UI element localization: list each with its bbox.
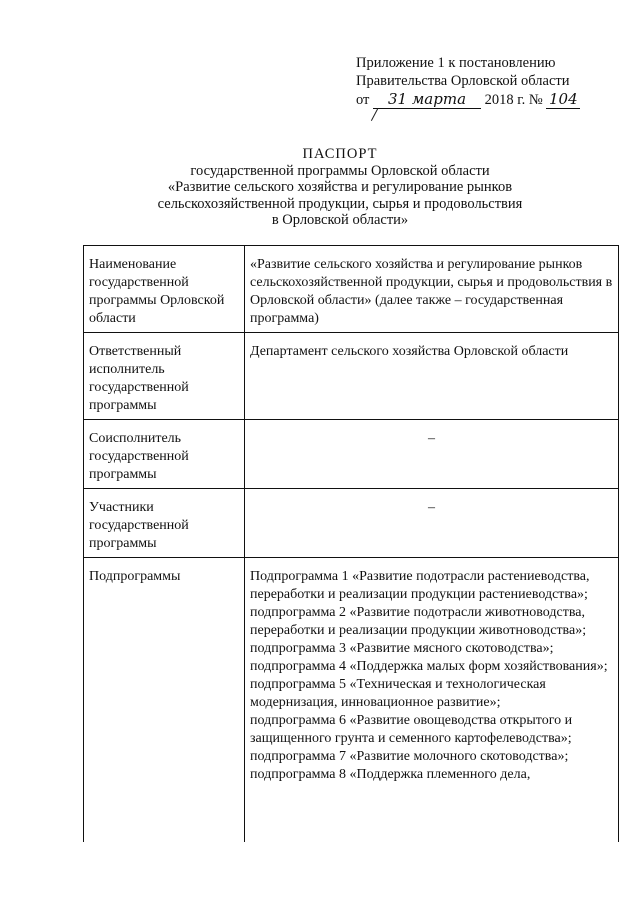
table-row (84, 420, 619, 489)
pen-stroke-mark (371, 108, 380, 122)
subprogram-list (245, 558, 619, 843)
row-value: «Развитие сельского хозяйства и регулирование рынков сельскохозяйственной продукции, сырья и продовольствия в Орловской области» (далее также – государственная программа) (245, 246, 619, 333)
title-line-2: «Развитие сельского хозяйства и регулирование рынков (167, 179, 513, 195)
document-title (120, 146, 560, 229)
subprogram-item: подпрограмма 4 «Поддержка малых форм хозяйствования»; (250, 659, 608, 674)
row-label: Подпрограммы (84, 558, 245, 843)
title-line-3: сельскохозяйственной продукции, сырья и продовольствия (157, 195, 523, 212)
subprogram-item: подпрограмма 3 «Развитие мясного скотоводства»; (250, 641, 554, 656)
title-word: ПАСПОРТ (302, 146, 378, 162)
approval-date-line (356, 90, 596, 109)
row-value: Департамент сельского хозяйства Орловской области (245, 333, 619, 420)
row-label: Соисполнитель государственной программы (84, 420, 245, 489)
year-label: 2018 г. № (484, 92, 543, 108)
handwritten-date: 31 марта (373, 90, 481, 109)
approval-block (356, 54, 596, 109)
handwritten-number: 104 (546, 90, 580, 109)
subprogram-item: подпрограмма 6 «Развитие овощеводства открытого и защищенного грунта и семенного картофелеводства»; (250, 713, 573, 746)
title-line-4: в Орловской области» (271, 212, 409, 228)
subprogram-item: подпрограмма 8 «Поддержка племенного дела, (250, 767, 531, 782)
from-label: от (356, 92, 370, 108)
approval-line-1: Приложение 1 к постановлению (356, 55, 556, 71)
subprogram-item: подпрограмма 7 «Развитие молочного скотоводства»; (250, 749, 569, 764)
subprogram-item: подпрограмма 5 «Техническая и технологическая модернизация, инновационное развитие»; (250, 677, 546, 710)
row-label: Наименование государственной программы Орловской области (84, 246, 245, 333)
row-label: Участники государственной программы (84, 489, 245, 558)
table-row (84, 333, 619, 420)
table-row (84, 246, 619, 333)
passport-table (83, 245, 619, 842)
row-value-dash: – (245, 420, 619, 489)
row-value-dash: – (245, 489, 619, 558)
row-label: Ответственный исполнитель государственной программы (84, 333, 245, 420)
subprogram-item: подпрограмма 2 «Развитие подотрасли животноводства, переработки и реализации продукции животноводства»; (250, 605, 587, 638)
title-line-1: государственной программы Орловской области (190, 162, 490, 179)
table-row (84, 489, 619, 558)
subprogram-item: Подпрограмма 1 «Развитие подотрасли растениеводства, переработки и реализации продукции растениеводства»; (250, 569, 590, 602)
table-row (84, 558, 619, 843)
approval-line-2: Правительства Орловской области (356, 73, 570, 89)
